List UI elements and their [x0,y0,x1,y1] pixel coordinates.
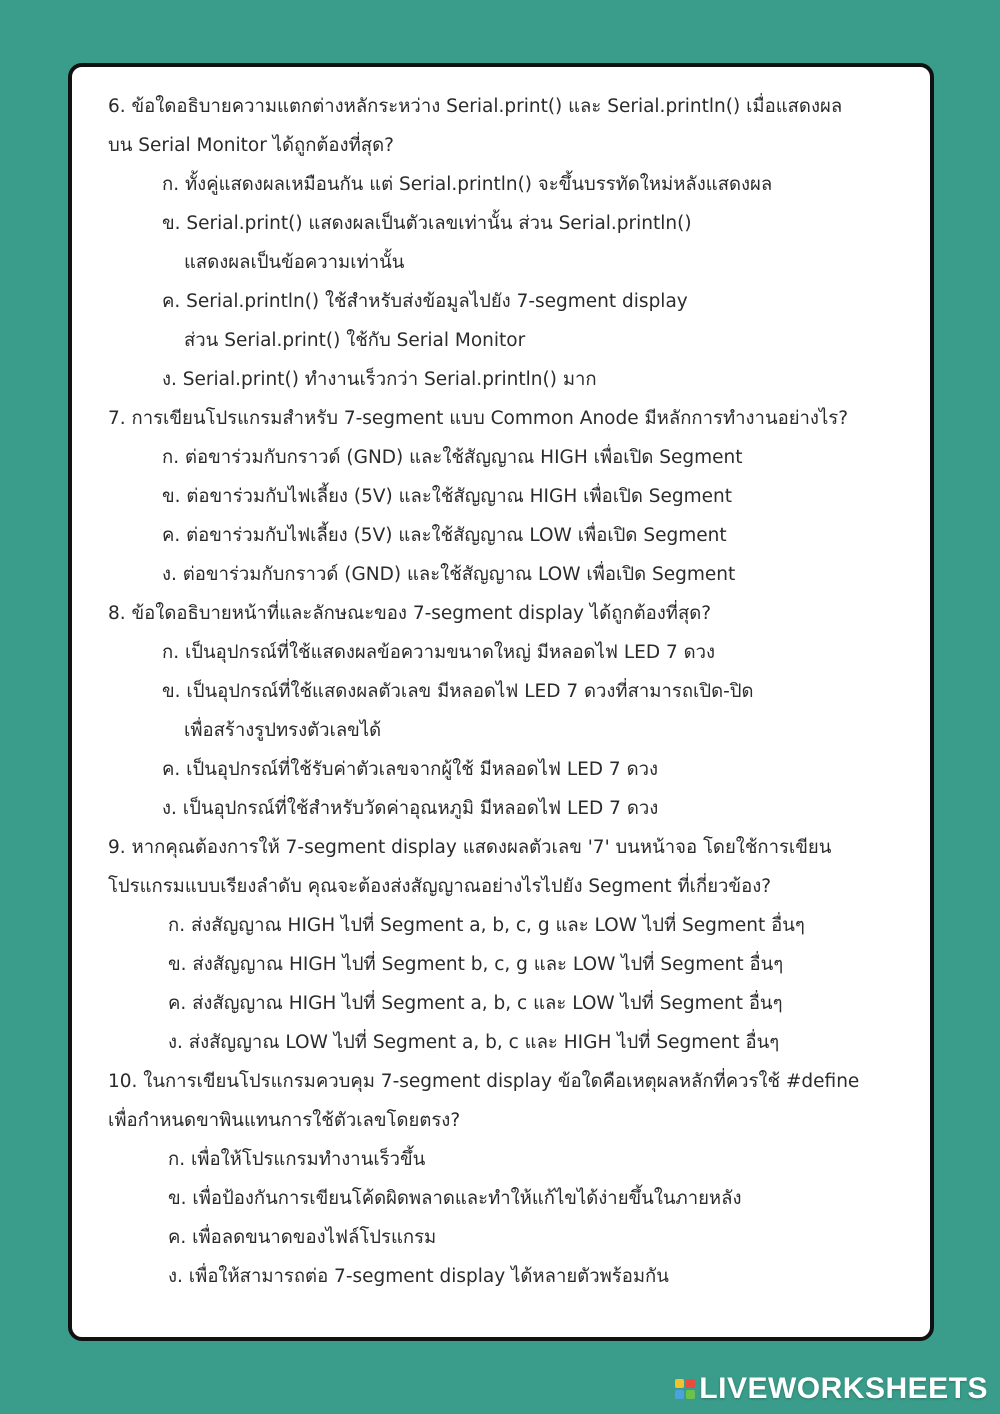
question-8-option-b-cont: เพื่อสร้างรูปทรงตัวเลขได้ [184,720,382,741]
logo-square-4 [686,1390,695,1399]
question-10-option-d[interactable]: ง. เพื่อให้สามารถต่อ 7-segment display ได้หลายตัวพร้อมกัน [168,1266,669,1287]
question-6-stem-line1: 6. ข้อใดอธิบายความแตกต่างหลักระหว่าง Serial.print() และ Serial.println() เมื่อแสดงผล [108,96,843,117]
question-6-option-b[interactable]: ข. Serial.print() แสดงผลเป็นตัวเลขเท่านั้น ส่วน Serial.println() [162,213,692,234]
question-6-option-c[interactable]: ค. Serial.println() ใช้สำหรับส่งข้อมูลไปยัง 7-segment display [162,291,688,312]
logo-square-1 [675,1379,684,1388]
question-8-option-a[interactable]: ก. เป็นอุปกรณ์ที่ใช้แสดงผลข้อความขนาดใหญ่ มีหลอดไฟ LED 7 ดวง [162,642,716,663]
question-6-option-a[interactable]: ก. ทั้งคู่แสดงผลเหมือนกัน แต่ Serial.println() จะขึ้นบรรทัดใหม่หลังแสดงผล [162,174,773,195]
question-10-stem-line2: เพื่อกำหนดขาพินแทนการใช้ตัวเลขโดยตรง? [108,1110,461,1131]
question-7-option-d[interactable]: ง. ต่อขาร่วมกับกราวด์ (GND) และใช้สัญญาณ LOW เพื่อเปิด Segment [162,564,736,585]
question-7-option-b[interactable]: ข. ต่อขาร่วมกับไฟเลี้ยง (5V) และใช้สัญญาณ HIGH เพื่อเปิด Segment [162,486,732,507]
brand-name: LIVEWORKSHEETS [699,1372,988,1405]
question-8-option-b[interactable]: ข. เป็นอุปกรณ์ที่ใช้แสดงผลตัวเลข มีหลอดไฟ LED 7 ดวงที่สามารถเปิด-ปิด [162,681,754,702]
question-9-stem-line1: 9. หากคุณต้องการให้ 7-segment display แสดงผลตัวเลข '7' บนหน้าจอ โดยใช้การเขียน [108,837,832,858]
question-9-stem-line2: โปรแกรมแบบเรียงลำดับ คุณจะต้องส่งสัญญาณอย่างไรไปยัง Segment ที่เกี่ยวข้อง? [108,876,772,897]
question-7-option-c[interactable]: ค. ต่อขาร่วมกับไฟเลี้ยง (5V) และใช้สัญญาณ LOW เพื่อเปิด Segment [162,525,727,546]
question-6-option-d[interactable]: ง. Serial.print() ทำงานเร็วกว่า Serial.println() มาก [162,369,597,390]
liveworksheets-logo-icon [675,1379,695,1399]
question-8-option-d[interactable]: ง. เป็นอุปกรณ์ที่ใช้สำหรับวัดค่าอุณหภูมิ มีหลอดไฟ LED 7 ดวง [162,798,659,819]
question-6-option-b-cont: แสดงผลเป็นข้อความเท่านั้น [184,252,405,273]
question-6-option-c-cont: ส่วน Serial.print() ใช้กับ Serial Monitor [184,330,526,351]
question-10-option-c[interactable]: ค. เพื่อลดขนาดของไฟล์โปรแกรม [168,1227,437,1248]
logo-square-2 [686,1379,695,1388]
question-9-option-c[interactable]: ค. ส่งสัญญาณ HIGH ไปที่ Segment a, b, c และ LOW ไปที่ Segment อื่นๆ [168,993,783,1014]
question-8-stem: 8. ข้อใดอธิบายหน้าที่และลักษณะของ 7-segment display ได้ถูกต้องที่สุด? [108,603,712,624]
question-10-option-a[interactable]: ก. เพื่อให้โปรแกรมทำงานเร็วขึ้น [168,1149,426,1170]
question-8-option-c[interactable]: ค. เป็นอุปกรณ์ที่ใช้รับค่าตัวเลขจากผู้ใช้ มีหลอดไฟ LED 7 ดวง [162,759,659,780]
question-6-stem-line2: บน Serial Monitor ได้ถูกต้องที่สุด? [108,135,394,156]
question-7-option-a[interactable]: ก. ต่อขาร่วมกับกราวด์ (GND) และใช้สัญญาณ HIGH เพื่อเปิด Segment [162,447,743,468]
question-10-stem-line1: 10. ในการเขียนโปรแกรมควบคุม 7-segment display ข้อใดคือเหตุผลหลักที่ควรใช้ #define [108,1071,860,1092]
logo-square-3 [675,1390,684,1399]
question-10-option-b[interactable]: ข. เพื่อป้องกันการเขียนโค้ดผิดพลาดและทำให้แก้ไขได้ง่ายขึ้นในภายหลัง [168,1188,742,1209]
question-9-option-b[interactable]: ข. ส่งสัญญาณ HIGH ไปที่ Segment b, c, g และ LOW ไปที่ Segment อื่นๆ [168,954,784,975]
liveworksheets-brand[interactable] [675,1372,988,1406]
question-7-stem: 7. การเขียนโปรแกรมสำหรับ 7-segment แบบ Common Anode มีหลักการทำงานอย่างไร? [108,408,849,429]
question-9-option-d[interactable]: ง. ส่งสัญญาณ LOW ไปที่ Segment a, b, c และ HIGH ไปที่ Segment อื่นๆ [168,1032,780,1053]
worksheet-card [68,63,934,1341]
question-9-option-a[interactable]: ก. ส่งสัญญาณ HIGH ไปที่ Segment a, b, c, g และ LOW ไปที่ Segment อื่นๆ [168,915,805,936]
questions-body [108,87,918,1296]
